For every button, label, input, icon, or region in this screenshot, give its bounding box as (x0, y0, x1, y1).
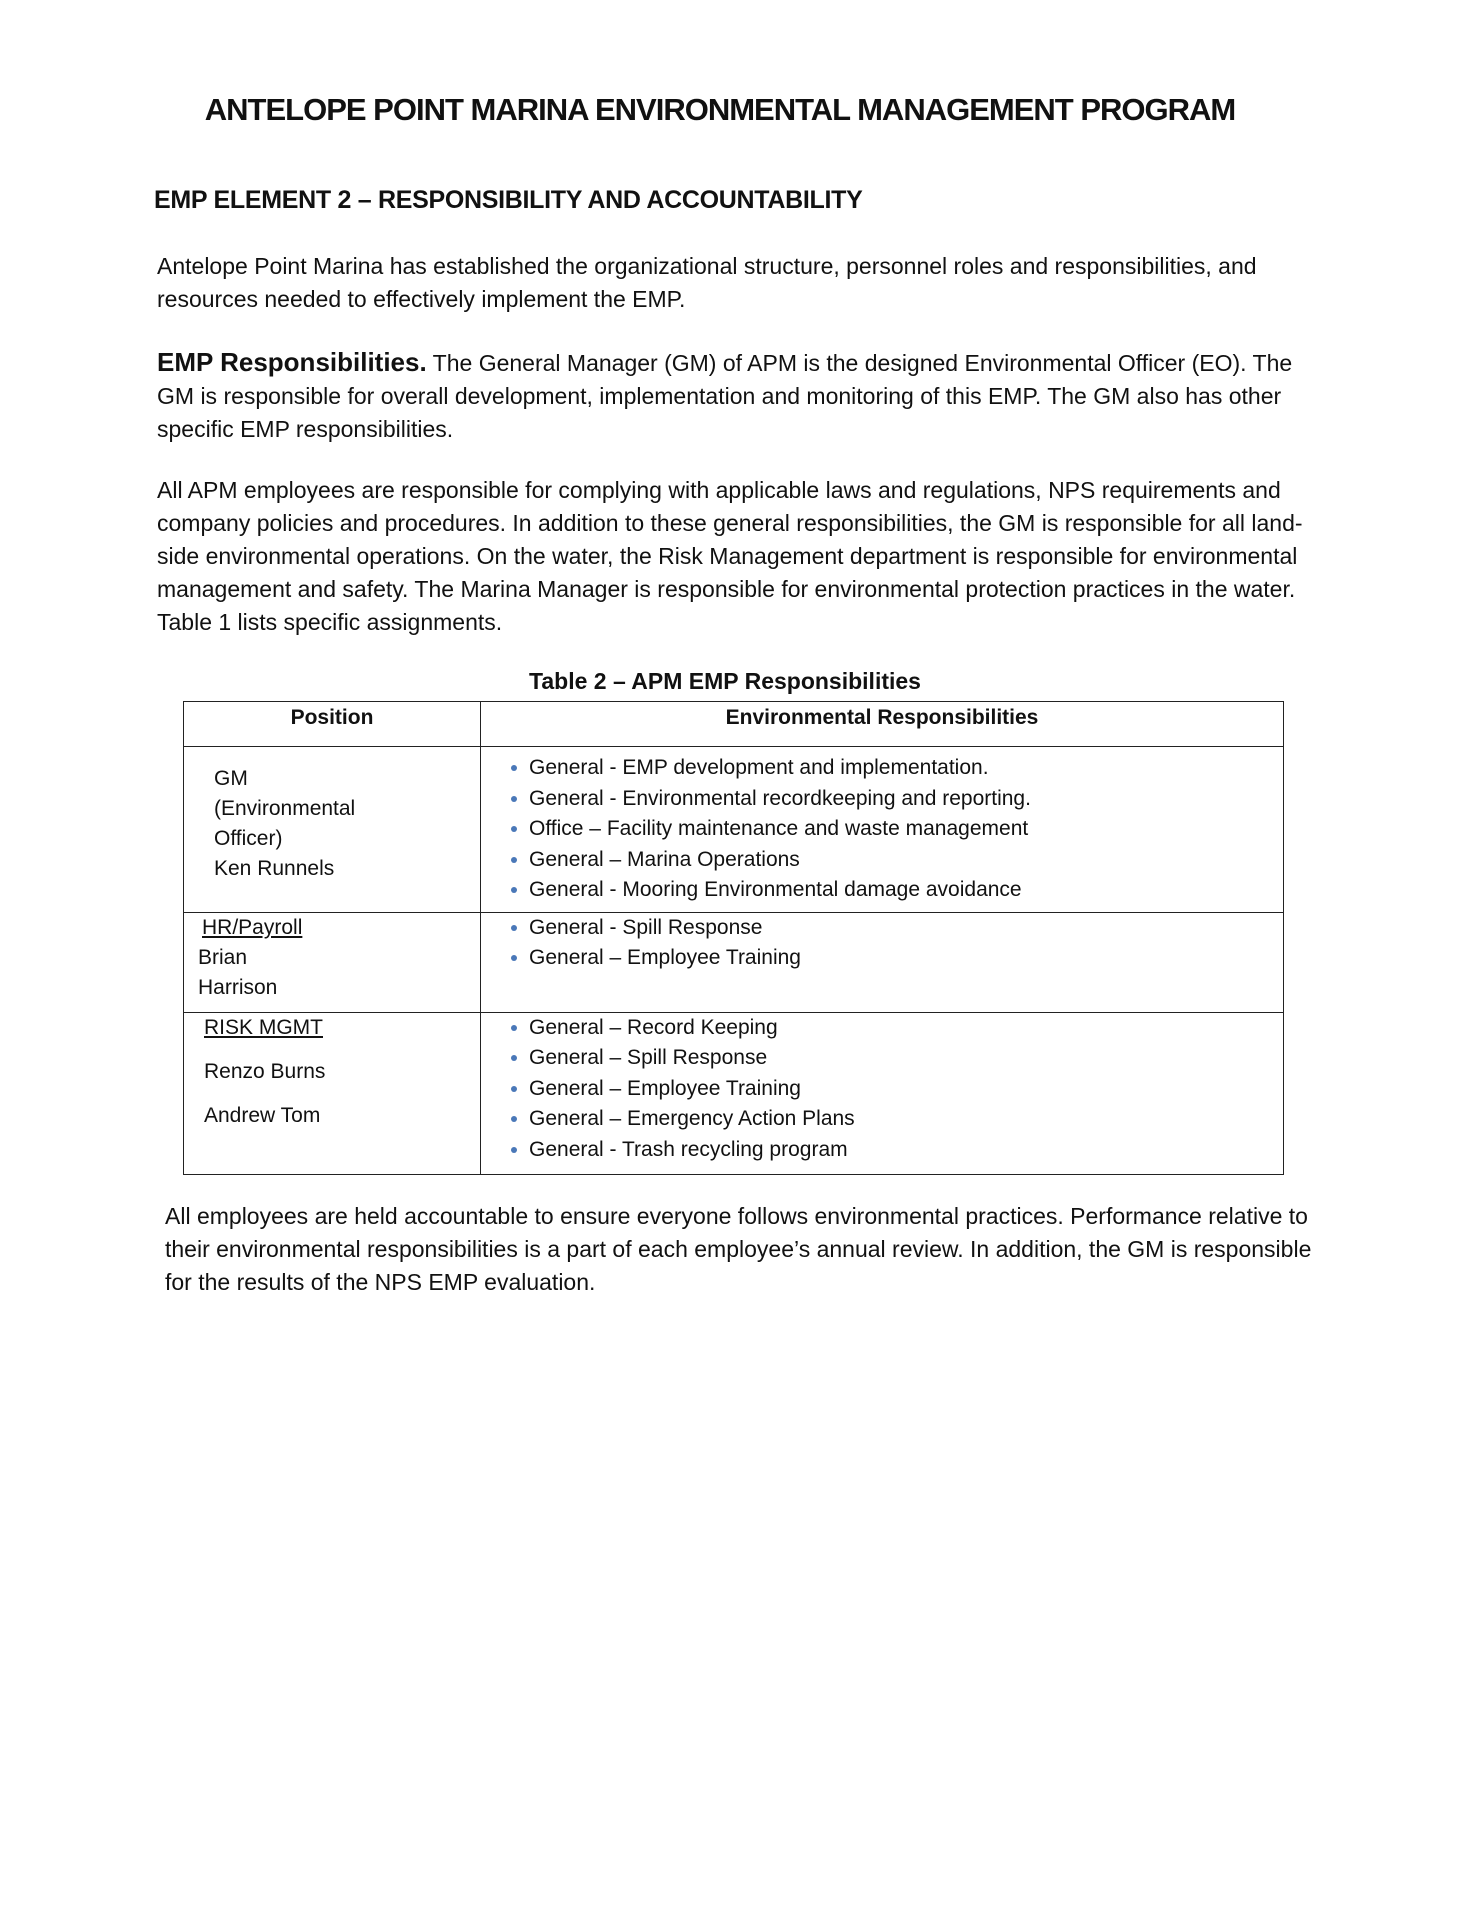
list-item: General – Emergency Action Plans (509, 1104, 1273, 1135)
list-item: General - Spill Response (509, 913, 1273, 944)
position-cell (184, 1012, 481, 1174)
responsibility-list (509, 753, 1273, 906)
responsibility-list (509, 913, 1273, 974)
list-item: General – Marina Operations (509, 845, 1273, 876)
bullet-icon (511, 1116, 517, 1122)
position-cell (184, 912, 481, 1012)
table-header-row (184, 702, 1284, 747)
responsibilities-cell (481, 912, 1284, 1012)
responsibilities-cell (481, 1012, 1284, 1174)
table-row (184, 912, 1284, 1012)
person-name: Brian (198, 945, 248, 969)
responsibilities-paragraph (157, 346, 1317, 446)
bullet-icon (511, 925, 517, 931)
responsibility-list (509, 1013, 1273, 1166)
all-employees-paragraph: All APM employees are responsible for complying with applicable laws and regulations, NPS requirements and company policies and procedures. In addition to these general responsibilities, the GM is responsible for all land-side environmental operations. On the water, the Risk Management department is responsible for environmental management and safety. The Marina Manager is responsible for environmental protection practices in the water. Table 1 lists specific assignments. (157, 477, 1303, 635)
bullet-icon (511, 1055, 517, 1061)
bullet-icon (511, 887, 517, 893)
position-title: (Environmental (214, 797, 356, 820)
document-title: ANTELOPE POINT MARINA ENVIRONMENTAL MANAGEMENT PROGRAM (204, 92, 1236, 127)
list-item: General – Employee Training (509, 1074, 1273, 1105)
list-item: General - Environmental recordkeeping and reporting. (509, 784, 1273, 815)
person-name: Andrew Tom (204, 1103, 321, 1127)
responsibilities-cell (481, 747, 1284, 913)
intro-paragraph: Antelope Point Marina has established the organizational structure, personnel roles and responsibilities, and resources needed to effectively implement the EMP. (157, 253, 1257, 312)
responsibilities-text: The General Manager (GM) of APM is the designed Environmental Officer (EO). The GM is responsible for overall development, implementation and monitoring of this EMP. The GM also has other specific EMP responsibilities. (157, 350, 1293, 442)
position-cell (184, 747, 481, 913)
bullet-icon (511, 857, 517, 863)
bullet-icon (511, 1086, 517, 1092)
list-item: General - Trash recycling program (509, 1135, 1273, 1166)
table-row (184, 1012, 1284, 1174)
closing-paragraph: All employees are held accountable to ensure everyone follows environmental practices. Performance relative to their environmental responsibilities is a part of each employee’s annual review. In addition, the GM is responsible for the results of the NPS EMP evaluation. (165, 1203, 1312, 1295)
list-item: General - EMP development and implementation. (509, 753, 1273, 784)
position-title: RISK MGMT (204, 1015, 323, 1039)
table-row (184, 747, 1284, 913)
list-item: General - Mooring Environmental damage avoidance (509, 875, 1273, 906)
person-name: Renzo Burns (204, 1059, 326, 1083)
person-name: Harrison (198, 975, 278, 999)
bullet-icon (511, 826, 517, 832)
bullet-icon (511, 765, 517, 771)
section-heading: EMP ELEMENT 2 – RESPONSIBILITY AND ACCOUNTABILITY (154, 186, 863, 214)
header-position: Position (184, 702, 481, 747)
header-responsibilities: Environmental Responsibilities (481, 702, 1284, 747)
responsibilities-lead: EMP Responsibilities. (157, 347, 427, 377)
position-title: GM (214, 767, 248, 790)
bullet-icon (511, 796, 517, 802)
list-item: Office – Facility maintenance and waste management (509, 814, 1273, 845)
list-item: General – Employee Training (509, 943, 1273, 974)
bullet-icon (511, 1147, 517, 1153)
table-caption: Table 2 – APM EMP Responsibilities (529, 668, 921, 694)
bullet-icon (511, 1025, 517, 1031)
position-title: Officer) (214, 827, 283, 850)
responsibilities-table (183, 701, 1284, 1175)
person-name: Ken Runnels (214, 857, 335, 880)
list-item: General – Record Keeping (509, 1013, 1273, 1044)
position-title: HR/Payroll (202, 915, 303, 939)
list-item: General – Spill Response (509, 1043, 1273, 1074)
bullet-icon (511, 955, 517, 961)
